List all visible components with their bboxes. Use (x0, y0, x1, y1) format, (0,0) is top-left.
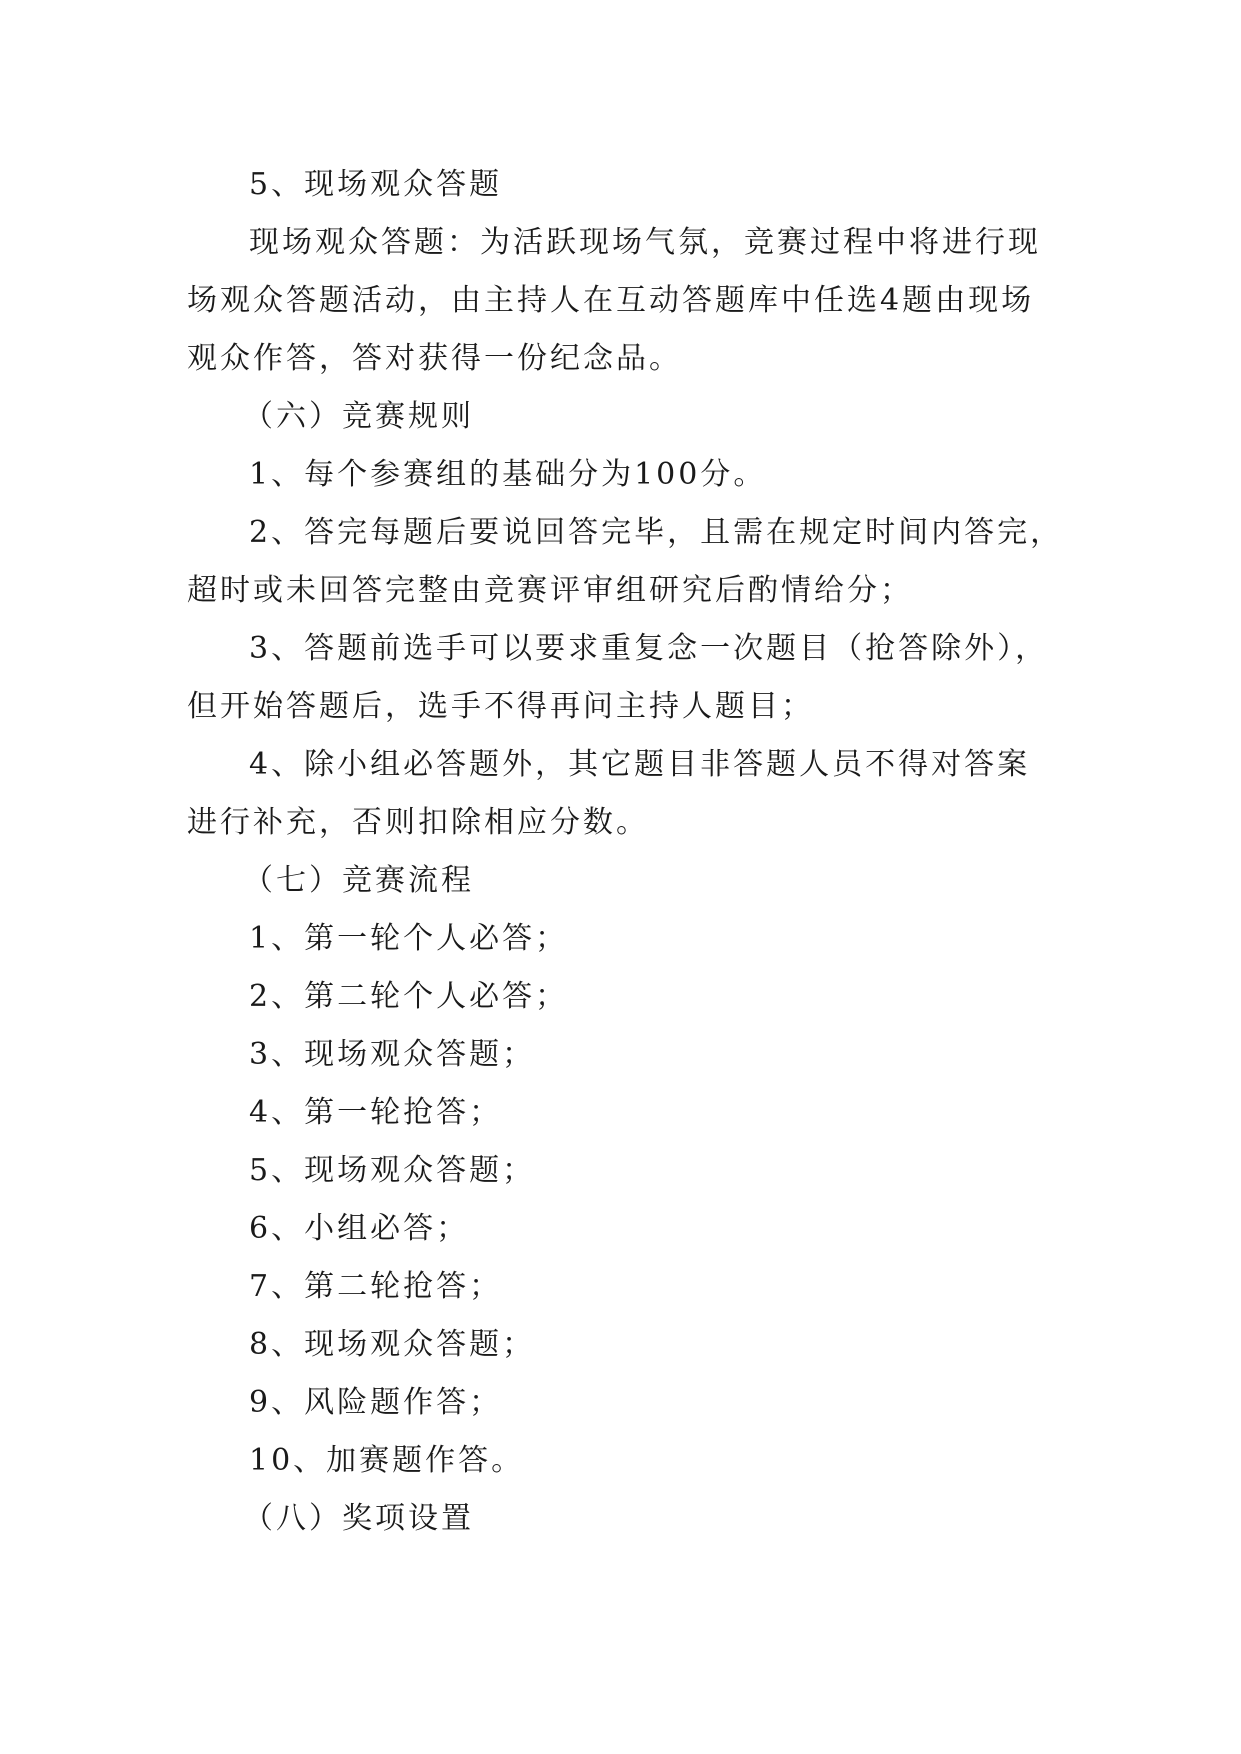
rule-item-2-line-2: 超时或未回答完整由竞赛评审组研究后酌情给分； (187, 573, 913, 608)
rule-item-4-line-2: 进行补充，否则扣除相应分数。 (187, 805, 649, 840)
rule-item-3-line-1: 3、答题前选手可以要求重复念一次题目（抢答除外）， (249, 631, 1049, 666)
process-item-2: 2、第二轮个人必答； (249, 979, 569, 1014)
rule-item-2-line-1: 2、答完每题后要说回答完毕，且需在规定时间内答完， (249, 515, 1064, 550)
item-audience-quiz-title: 5、现场观众答题 (249, 167, 503, 202)
section-heading-rules: （六）竞赛规则 (243, 399, 474, 434)
process-item-1: 1、第一轮个人必答； (249, 921, 569, 956)
process-item-7: 7、第二轮抢答； (249, 1269, 503, 1304)
section-heading-awards: （八）奖项设置 (243, 1501, 474, 1536)
process-item-5: 5、现场观众答题； (249, 1153, 536, 1188)
process-item-8: 8、现场观众答题； (249, 1327, 536, 1362)
rule-item-3-line-2: 但开始答题后，选手不得再问主持人题目； (187, 689, 814, 724)
process-item-4: 4、第一轮抢答； (249, 1095, 503, 1130)
section-heading-process: （七）竞赛流程 (243, 863, 474, 898)
process-item-10: 10、加赛题作答。 (249, 1443, 525, 1478)
process-item-9: 9、风险题作答； (249, 1385, 503, 1420)
process-item-3: 3、现场观众答题； (249, 1037, 536, 1072)
process-item-6: 6、小组必答； (249, 1211, 470, 1246)
rule-item-1: 1、每个参赛组的基础分为100分。 (249, 457, 767, 492)
rule-item-4-line-1: 4、除小组必答题外，其它题目非答题人员不得对答案 (249, 747, 1031, 782)
paragraph-audience-quiz-line-1: 现场观众答题：为活跃现场气氛，竞赛过程中将进行现 (249, 225, 1041, 260)
paragraph-audience-quiz-line-3: 观众作答，答对获得一份纪念品。 (187, 341, 682, 376)
document-body (187, 156, 1067, 1548)
paragraph-audience-quiz-line-2: 场观众答题活动，由主持人在互动答题库中任选4题由现场 (187, 283, 1035, 318)
